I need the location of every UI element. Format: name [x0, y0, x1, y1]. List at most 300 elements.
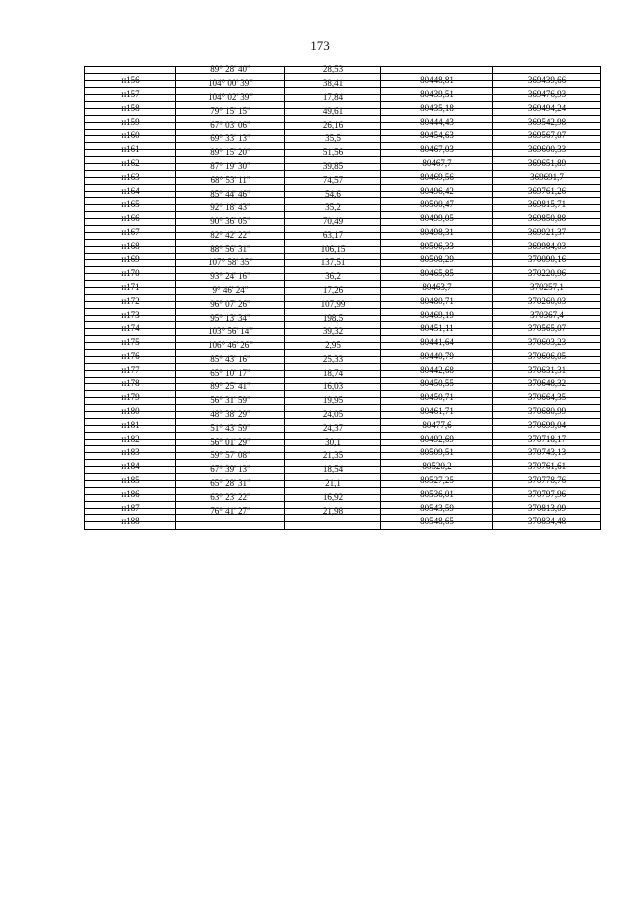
- segment-length-cell: [285, 326, 381, 337]
- segment-length: 106,15: [320, 243, 346, 254]
- x-coordinate: 80450,71: [420, 392, 454, 403]
- x-coordinate: 80498,31: [420, 226, 454, 237]
- direction-angle: 59° 57' 08": [210, 450, 251, 461]
- x-coordinate: 80467,7: [422, 157, 452, 168]
- y-coordinate-cell: [493, 322, 601, 334]
- direction-angle: 107° 58' 35": [208, 257, 253, 268]
- x-coordinate-cell: [381, 419, 493, 430]
- direction-angle: 104° 00' 39": [208, 78, 253, 89]
- segment-length-cell: [285, 515, 381, 521]
- point-label-cell: [85, 474, 176, 485]
- segment-length-cell: [285, 409, 381, 420]
- x-coordinate-cell: [381, 440, 493, 446]
- segment-length: 24,05: [322, 409, 344, 420]
- y-coordinate-cell: [493, 157, 601, 168]
- point-label: н166: [121, 213, 140, 224]
- y-coordinate-cell: [493, 509, 601, 515]
- y-coordinate-cell: [493, 495, 601, 501]
- direction-angle-cell: [176, 367, 285, 378]
- segment-length-cell: [285, 271, 381, 282]
- point-label-cell: [85, 336, 176, 348]
- direction-angle: 96° 07' 26": [210, 298, 251, 309]
- x-coordinate: 80444,43: [420, 116, 454, 127]
- segment-length-cell: [285, 450, 381, 461]
- x-coordinate: 80467,03: [420, 144, 454, 155]
- point-label: н182: [121, 433, 140, 444]
- point-label-cell: [85, 88, 176, 100]
- segment-length: 137,51: [320, 257, 346, 268]
- x-coordinate-cell: [381, 488, 493, 499]
- x-coordinate-cell: [381, 378, 493, 389]
- y-coordinate-cell: [493, 502, 601, 513]
- x-coordinate-cell: [381, 178, 493, 184]
- direction-angle-cell: [176, 409, 285, 420]
- y-coordinate-cell: [493, 467, 601, 473]
- segment-length: 54,6: [325, 188, 341, 199]
- point-label: н171: [121, 282, 140, 292]
- page-number: 173: [310, 38, 330, 53]
- x-coordinate: 80469,56: [420, 171, 454, 182]
- point-label: н175: [121, 337, 140, 348]
- point-label-cell: [85, 240, 176, 251]
- direction-angle-cell: [176, 105, 285, 116]
- direction-angle-cell: [176, 381, 285, 392]
- point-label-cell: [85, 74, 176, 86]
- direction-angle-cell: [176, 326, 285, 337]
- segment-length-cell: [285, 367, 381, 378]
- x-coordinate-cell: [381, 302, 493, 308]
- point-label: н164: [121, 185, 140, 196]
- direction-angle: 63° 23' 22": [210, 491, 251, 502]
- y-coordinate-cell: [493, 412, 601, 418]
- segment-length: 30,1: [325, 436, 341, 447]
- direction-angle-cell: [176, 271, 285, 282]
- y-coordinate-cell: [493, 488, 601, 499]
- direction-angle: 51° 43' 59": [210, 422, 251, 433]
- x-coordinate-cell: [381, 81, 493, 87]
- direction-angle-cell: [176, 257, 285, 268]
- x-coordinate: 80461,71: [420, 406, 454, 417]
- segment-length-cell: [285, 522, 381, 528]
- x-coordinate-cell: [381, 205, 493, 211]
- x-coordinate-cell: [381, 116, 493, 127]
- y-coordinate: 370606,05: [527, 350, 567, 361]
- segment-length: 35,5: [325, 133, 341, 144]
- point-label-cell: [85, 185, 176, 196]
- y-coordinate-cell: [493, 378, 601, 389]
- x-coordinate-cell: [381, 412, 493, 418]
- y-coordinate-cell: [493, 219, 601, 225]
- x-coordinate-cell: [381, 322, 493, 334]
- x-coordinate: 80441,64: [420, 337, 454, 348]
- point-label-cell: [85, 433, 176, 444]
- y-coordinate-cell: [493, 316, 601, 322]
- point-label: н169: [121, 254, 140, 265]
- y-coordinate-cell: [493, 143, 601, 155]
- point-label: н170: [121, 268, 140, 279]
- segment-length: 70,49: [322, 216, 344, 227]
- direction-angle: 56° 31' 59": [210, 395, 251, 406]
- point-label-cell: [85, 405, 176, 417]
- x-coordinate: 80548,65: [420, 516, 454, 527]
- y-coordinate-cell: [493, 391, 601, 403]
- y-coordinate-cell: [493, 274, 601, 280]
- direction-angle: 104° 02' 39": [208, 92, 253, 103]
- y-coordinate: 369476,93: [527, 89, 567, 100]
- x-coordinate-cell: [381, 350, 493, 361]
- direction-angle-cell: [176, 312, 285, 323]
- x-coordinate-cell: [381, 136, 493, 142]
- y-coordinate-cell: [493, 384, 601, 390]
- x-coordinate-cell: [381, 481, 493, 487]
- point-label-cell: [85, 453, 176, 459]
- y-coordinate: 370797,96: [527, 488, 567, 499]
- point-label-cell: [85, 260, 176, 266]
- y-coordinate: 369921,37: [527, 226, 567, 237]
- y-coordinate-cell: [493, 343, 601, 349]
- direction-angle: 69° 33' 13": [210, 133, 251, 144]
- point-label: н184: [121, 461, 140, 472]
- point-label-cell: [85, 205, 176, 211]
- direction-angle: 93° 24' 16": [210, 271, 251, 282]
- direction-angle: 95° 13' 34": [210, 312, 251, 323]
- point-label: н165: [121, 199, 140, 210]
- x-coordinate-cell: [381, 295, 493, 306]
- x-coordinate: 80508,29: [420, 254, 454, 265]
- direction-angle-cell: [176, 160, 285, 171]
- segment-length-cell: [285, 298, 381, 309]
- direction-angle-cell: [176, 353, 285, 364]
- point-label-cell: [85, 391, 176, 403]
- y-coordinate-cell: [493, 398, 601, 404]
- x-coordinate-cell: [381, 192, 493, 198]
- direction-angle-cell: [176, 202, 285, 213]
- y-coordinate-cell: [493, 281, 601, 292]
- x-coordinate-cell: [381, 247, 493, 253]
- direction-angle-cell: [176, 229, 285, 240]
- segment-length: 198,5: [322, 312, 344, 323]
- y-coordinate-cell: [493, 247, 601, 253]
- segment-length-cell: [285, 119, 381, 130]
- x-coordinate-cell: [381, 384, 493, 390]
- y-coordinate: 370090,16: [527, 254, 567, 265]
- point-label: н173: [121, 309, 140, 320]
- point-label: н156: [121, 75, 140, 86]
- y-coordinate-cell: [493, 192, 601, 198]
- point-label-cell: [85, 288, 176, 294]
- x-coordinate: 80440,79: [420, 350, 454, 361]
- point-label: н168: [121, 240, 140, 251]
- point-label-cell: [85, 316, 176, 322]
- x-coordinate: 80500,47: [420, 199, 454, 210]
- point-label-cell: [85, 267, 176, 279]
- point-label: н180: [121, 406, 140, 417]
- point-label-cell: [85, 419, 176, 430]
- x-coordinate-cell: [381, 67, 493, 73]
- x-coordinate-cell: [381, 467, 493, 473]
- segment-length-cell: [285, 285, 381, 295]
- direction-angle: 68° 53' 11": [210, 174, 251, 185]
- x-coordinate-cell: [381, 460, 493, 472]
- x-coordinate-cell: [381, 433, 493, 444]
- y-coordinate: 370603,23: [527, 337, 567, 348]
- y-coordinate-cell: [493, 309, 601, 320]
- y-coordinate-cell: [493, 350, 601, 361]
- x-coordinate-cell: [381, 212, 493, 224]
- point-label-cell: [85, 488, 176, 499]
- y-coordinate-cell: [493, 267, 601, 279]
- y-coordinate-cell: [493, 74, 601, 86]
- y-coordinate-cell: [493, 481, 601, 487]
- x-coordinate-cell: [381, 260, 493, 266]
- point-label: н177: [121, 364, 140, 375]
- x-coordinate: 80450,55: [420, 378, 454, 389]
- segment-length-cell: [285, 78, 381, 89]
- y-coordinate: 370834,48: [527, 516, 567, 527]
- y-coordinate-cell: [493, 453, 601, 459]
- x-coordinate: 80509,51: [420, 447, 454, 458]
- segment-length: 18,74: [322, 367, 344, 378]
- point-label-cell: [85, 502, 176, 513]
- point-label: н183: [121, 447, 140, 458]
- direction-angle: 106° 46' 26": [208, 340, 253, 351]
- segment-length-cell: [285, 312, 381, 323]
- segment-length-cell: [285, 381, 381, 392]
- x-coordinate-cell: [381, 398, 493, 404]
- point-label: н163: [121, 171, 140, 182]
- direction-angle-cell: [176, 147, 285, 158]
- x-coordinate-cell: [381, 405, 493, 417]
- direction-angle-cell: [176, 216, 285, 227]
- segment-length-cell: [285, 92, 381, 103]
- direction-angle: 90° 36' 05": [210, 216, 251, 227]
- point-label-cell: [85, 95, 176, 101]
- segment-length-cell: [285, 422, 381, 433]
- point-label-cell: [85, 481, 176, 487]
- point-label-cell: [85, 446, 176, 458]
- x-coordinate: 80477,6: [422, 419, 452, 430]
- y-coordinate-cell: [493, 198, 601, 210]
- x-coordinate-cell: [381, 426, 493, 432]
- point-label-cell: [85, 226, 176, 237]
- y-coordinate-cell: [493, 336, 601, 348]
- x-coordinate-cell: [381, 171, 493, 182]
- direction-angle-cell: [176, 188, 285, 199]
- segment-length-cell: [285, 257, 381, 268]
- segment-length: 16,92: [322, 491, 344, 502]
- y-coordinate-cell: [493, 88, 601, 100]
- y-coordinate: 370761,61: [527, 461, 567, 472]
- x-coordinate-cell: [381, 495, 493, 501]
- y-coordinate-cell: [493, 440, 601, 446]
- y-coordinate-cell: [493, 81, 601, 87]
- y-coordinate-cell: [493, 95, 601, 101]
- segment-length: 35,2: [325, 202, 341, 213]
- x-coordinate-cell: [381, 364, 493, 375]
- x-coordinate-cell: [381, 357, 493, 363]
- direction-angle-cell: [176, 450, 285, 461]
- x-coordinate: 80527,25: [420, 474, 454, 485]
- x-coordinate-cell: [381, 309, 493, 320]
- point-label: н162: [121, 157, 140, 168]
- point-label: н185: [121, 474, 140, 485]
- segment-length: 18,54: [322, 464, 344, 475]
- point-label-cell: [85, 426, 176, 432]
- point-label: н187: [121, 502, 140, 513]
- x-coordinate-cell: [381, 102, 493, 113]
- segment-length-cell: [285, 147, 381, 158]
- x-coordinate-cell: [381, 274, 493, 280]
- x-coordinate: 80492,69: [420, 433, 454, 444]
- x-coordinate: 80506,33: [420, 240, 454, 251]
- direction-angle: 89° 25' 41": [210, 381, 251, 392]
- point-label: н186: [121, 488, 140, 499]
- x-coordinate: 80480,71: [420, 295, 454, 306]
- segment-length-cell: [285, 340, 381, 351]
- point-label-cell: [85, 212, 176, 224]
- point-label-cell: [85, 357, 176, 363]
- y-coordinate: 370631,31: [527, 364, 567, 375]
- segment-length-cell: [285, 202, 381, 213]
- y-coordinate-cell: [493, 405, 601, 417]
- segment-length-cell: [285, 64, 381, 74]
- segment-length: 39,85: [322, 160, 344, 171]
- y-coordinate: 370260,03: [527, 295, 567, 306]
- y-coordinate-cell: [493, 130, 601, 141]
- x-coordinate: 80451,11: [420, 323, 454, 334]
- x-coordinate-cell: [381, 288, 493, 294]
- direction-angle-cell: [176, 522, 285, 528]
- y-coordinate-cell: [493, 102, 601, 113]
- direction-angle: 79° 15' 15": [210, 105, 251, 116]
- y-coordinate-cell: [493, 446, 601, 458]
- y-coordinate: 369542,98: [527, 116, 567, 127]
- x-coordinate-cell: [381, 446, 493, 458]
- direction-angle-cell: [176, 133, 285, 144]
- y-coordinate-cell: [493, 426, 601, 432]
- y-coordinate-cell: [493, 371, 601, 377]
- x-coordinate-cell: [381, 329, 493, 335]
- y-coordinate-cell: [493, 515, 601, 527]
- segment-length: 38,41: [322, 78, 344, 89]
- y-coordinate-cell: [493, 150, 601, 156]
- segment-length-cell: [285, 464, 381, 475]
- point-label-cell: [85, 178, 176, 184]
- direction-angle: 48° 38' 29": [210, 409, 251, 420]
- point-label-cell: [85, 116, 176, 127]
- point-label-cell: [85, 378, 176, 389]
- x-coordinate: 80435,18: [420, 102, 454, 113]
- point-label-cell: [85, 274, 176, 280]
- y-coordinate-cell: [493, 109, 601, 115]
- direction-angle-cell: [176, 92, 285, 103]
- x-coordinate: 80469,19: [420, 309, 454, 320]
- x-coordinate-cell: [381, 502, 493, 513]
- segment-length-cell: [285, 505, 381, 516]
- point-label: н157: [121, 89, 140, 100]
- segment-length: 36,2: [325, 271, 341, 282]
- direction-angle: 92° 18' 43": [210, 202, 251, 213]
- point-label-cell: [85, 198, 176, 210]
- y-coordinate: 369600,33: [527, 144, 567, 155]
- point-label-cell: [85, 343, 176, 349]
- direction-angle: 65° 10' 17": [210, 367, 251, 378]
- segment-length-cell: [285, 353, 381, 364]
- direction-angle-cell: [176, 78, 285, 89]
- direction-angle-cell: [176, 491, 285, 502]
- point-label-cell: [85, 219, 176, 225]
- y-coordinate-cell: [493, 254, 601, 265]
- point-label: н172: [121, 295, 140, 306]
- point-label-cell: [85, 192, 176, 198]
- x-coordinate-cell: [381, 233, 493, 239]
- direction-angle-cell: [176, 119, 285, 130]
- point-label-cell: [85, 460, 176, 472]
- segment-length: 21,1: [325, 477, 341, 488]
- direction-angle: 89° 15' 20": [210, 147, 251, 158]
- x-coordinate-cell: [381, 515, 493, 527]
- point-label-cell: [85, 281, 176, 292]
- point-label-cell: [85, 398, 176, 404]
- x-coordinate-cell: [381, 371, 493, 377]
- x-coordinate: 80536,01: [420, 488, 454, 499]
- x-coordinate: 80520,2: [422, 461, 452, 472]
- segment-length-cell: [285, 105, 381, 116]
- y-coordinate: 370743,13: [527, 447, 567, 458]
- x-coordinate-cell: [381, 240, 493, 251]
- y-coordinate-cell: [493, 240, 601, 251]
- x-coordinate-cell: [381, 343, 493, 349]
- point-label-cell: [85, 495, 176, 501]
- direction-angle-cell: [176, 464, 285, 475]
- segment-length: 39,32: [322, 326, 344, 337]
- x-coordinate-cell: [381, 185, 493, 196]
- direction-angle-cell: [176, 515, 285, 521]
- y-coordinate-cell: [493, 171, 601, 182]
- segment-length: 17,84: [322, 92, 344, 103]
- y-coordinate-cell: [493, 288, 601, 294]
- y-coordinate: 369850,88: [527, 213, 567, 224]
- y-coordinate-cell: [493, 419, 601, 430]
- segment-length: 28,53: [322, 64, 344, 74]
- x-coordinate: 80543,59: [420, 502, 454, 513]
- y-coordinate: 369567,07: [527, 130, 567, 141]
- x-coordinate: 80448,81: [420, 75, 454, 86]
- segment-length: 21,35: [322, 450, 344, 461]
- segment-length-cell: [285, 395, 381, 406]
- direction-angle-cell: [176, 64, 285, 74]
- x-coordinate-cell: [381, 219, 493, 225]
- point-label-cell: [85, 440, 176, 446]
- table-row: [85, 515, 601, 527]
- direction-angle-cell: [176, 422, 285, 433]
- point-label-cell: [85, 295, 176, 306]
- segment-length-cell: [285, 188, 381, 199]
- y-coordinate: 369494,24: [527, 102, 567, 113]
- point-label-cell: [85, 322, 176, 334]
- y-coordinate-cell: [493, 212, 601, 224]
- x-coordinate-cell: [381, 267, 493, 279]
- segment-length: 16,03: [322, 381, 344, 392]
- y-coordinate-cell: [493, 185, 601, 196]
- point-label-cell: [85, 364, 176, 375]
- y-coordinate: 369761,26: [527, 185, 567, 196]
- segment-length: 107,99: [320, 298, 346, 309]
- x-coordinate-cell: [381, 109, 493, 115]
- point-label: н161: [121, 144, 140, 155]
- segment-length-cell: [285, 436, 381, 447]
- direction-angle-cell: [176, 285, 285, 295]
